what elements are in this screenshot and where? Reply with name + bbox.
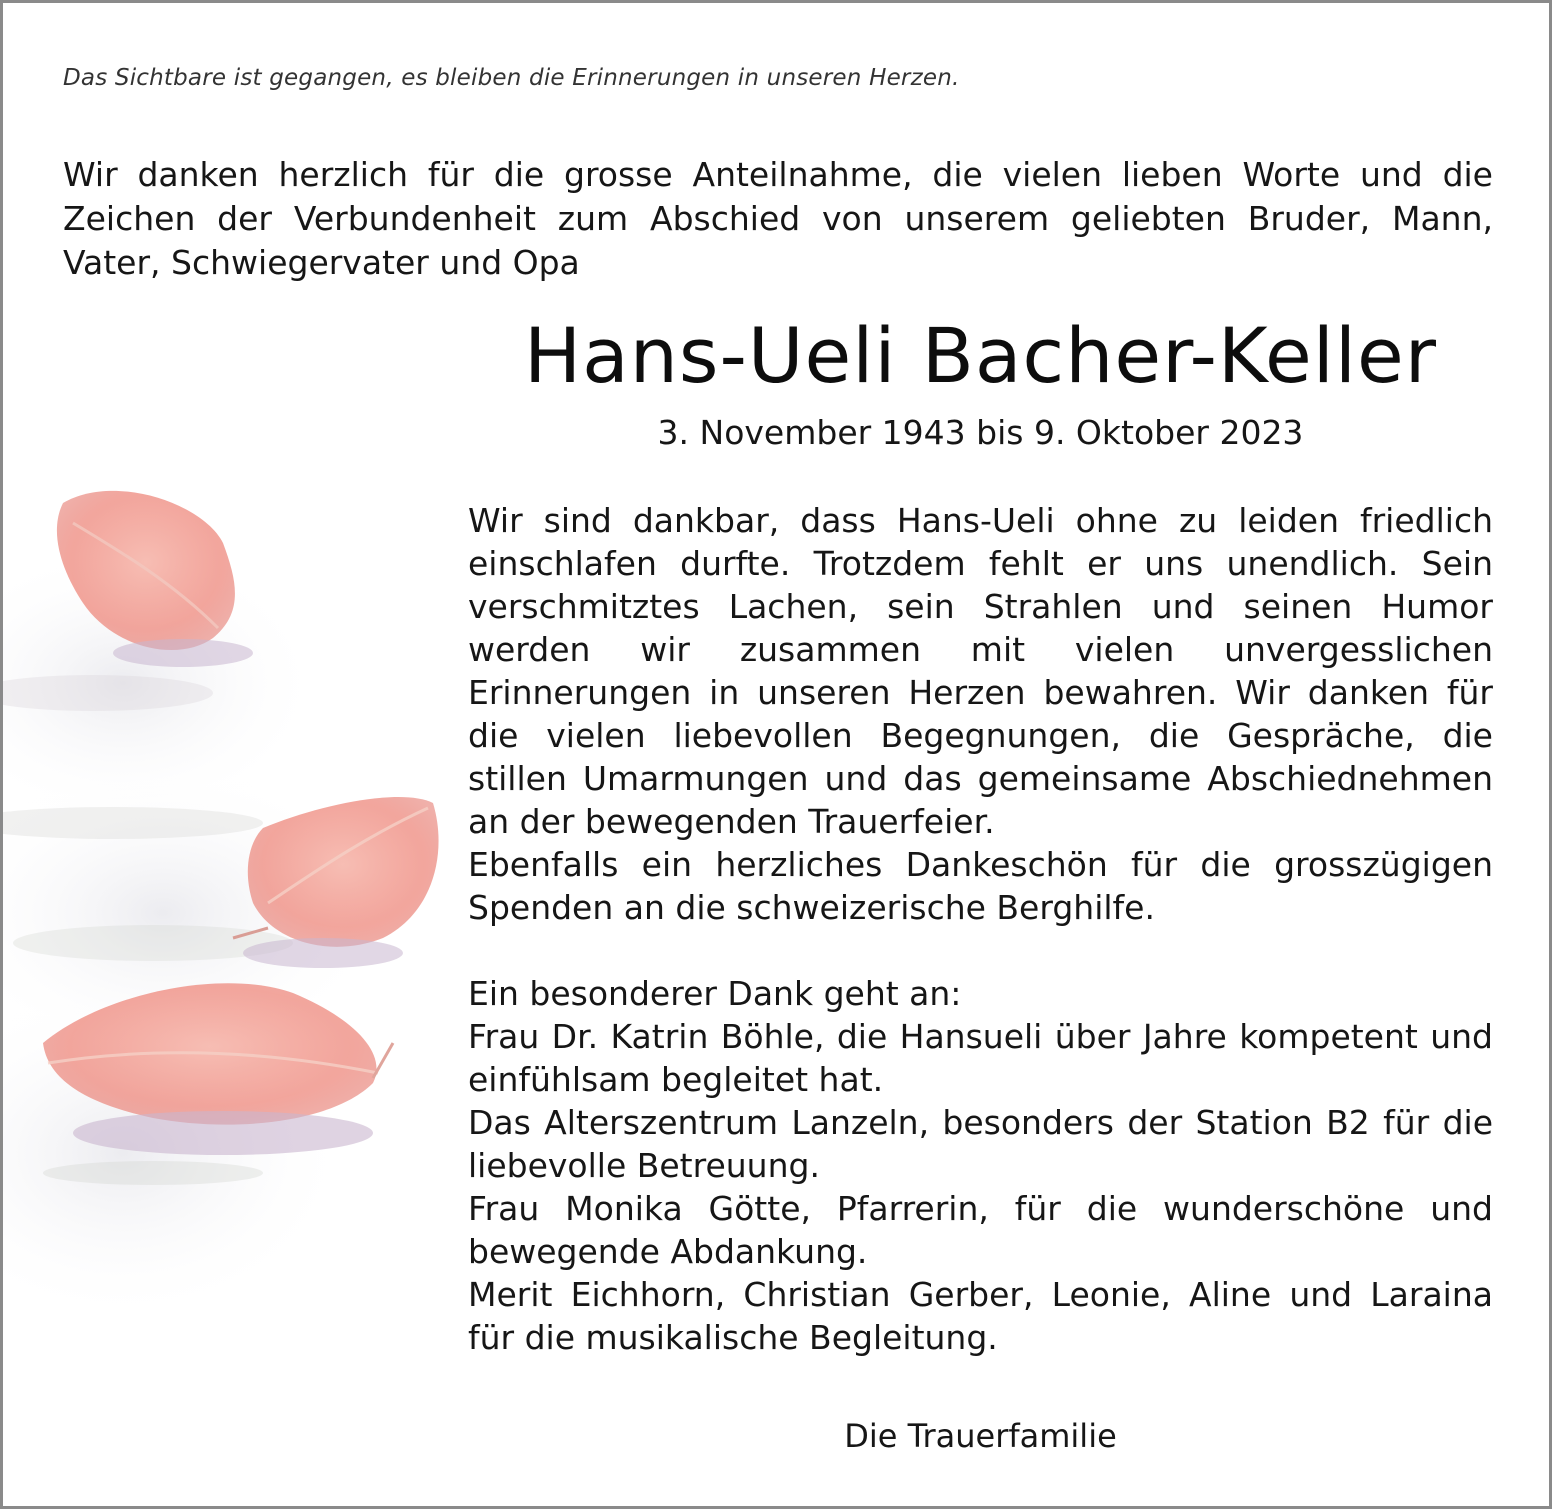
paragraph-spacer bbox=[468, 929, 1493, 972]
deceased-name: Hans-Ueli Bacher-Keller bbox=[524, 311, 1437, 400]
thanks-heading: Ein besonderer Dank geht an: bbox=[468, 974, 962, 1013]
family-signature: Die Trauerfamilie bbox=[844, 1417, 1117, 1455]
intro-thanks: Wir danken herzlich für die grosse Anteilnahme, die vielen lieben Worte und die Zeichen der Verbundenheit zum Abschied von unserem geliebten Bruder, Mann, Vater, Schwiegervater und Opa bbox=[63, 155, 1493, 282]
autumn-leaves-watercolor bbox=[3, 433, 463, 1433]
thanks-item: Frau Monika Götte, Pfarrerin, für die wunderschöne und bewegende Abdankung. bbox=[468, 1189, 1493, 1271]
life-dates: 3. November 1943 bis 9. Oktober 2023 bbox=[657, 413, 1304, 452]
thanks-item: Frau Dr. Katrin Böhle, die Hansueli über Jahre kompetent und einfühlsam begleitet hat. bbox=[468, 1017, 1493, 1099]
thanks-item: Das Alterszentrum Lanzeln, besonders der Station B2 für die liebevolle Betreuung. bbox=[468, 1103, 1493, 1185]
memorial-motto: Das Sichtbare ist gegangen, es bleiben die Erinnerungen in unseren Herzen. bbox=[63, 65, 960, 91]
paragraph-donations: Ebenfalls ein herzliches Dankeschön für die grosszügigen Spenden an die schweizerische Berghilfe. bbox=[468, 845, 1493, 927]
thanks-body bbox=[468, 499, 1493, 1359]
thanks-item: Merit Eichhorn, Christian Gerber, Leonie, Aline und Laraina für die musikalische Begleitung. bbox=[468, 1275, 1493, 1357]
paragraph-gratitude: Wir sind dankbar, dass Hans-Ueli ohne zu leiden friedlich einschlafen durfte. Trotzdem fehlt er uns unendlich. Sein verschmitztes Lachen, sein Strahlen und seinen Humor werden wir zusammen mit vielen unvergesslichen Erinnerungen in unseren Herzen bewahren. Wir danken für die vielen liebevollen Begegnungen, die Gespräche, die stillen Umarmungen und das gemeinsame Abschiednehmen an der bewegenden Trauerfeier. bbox=[468, 501, 1493, 841]
